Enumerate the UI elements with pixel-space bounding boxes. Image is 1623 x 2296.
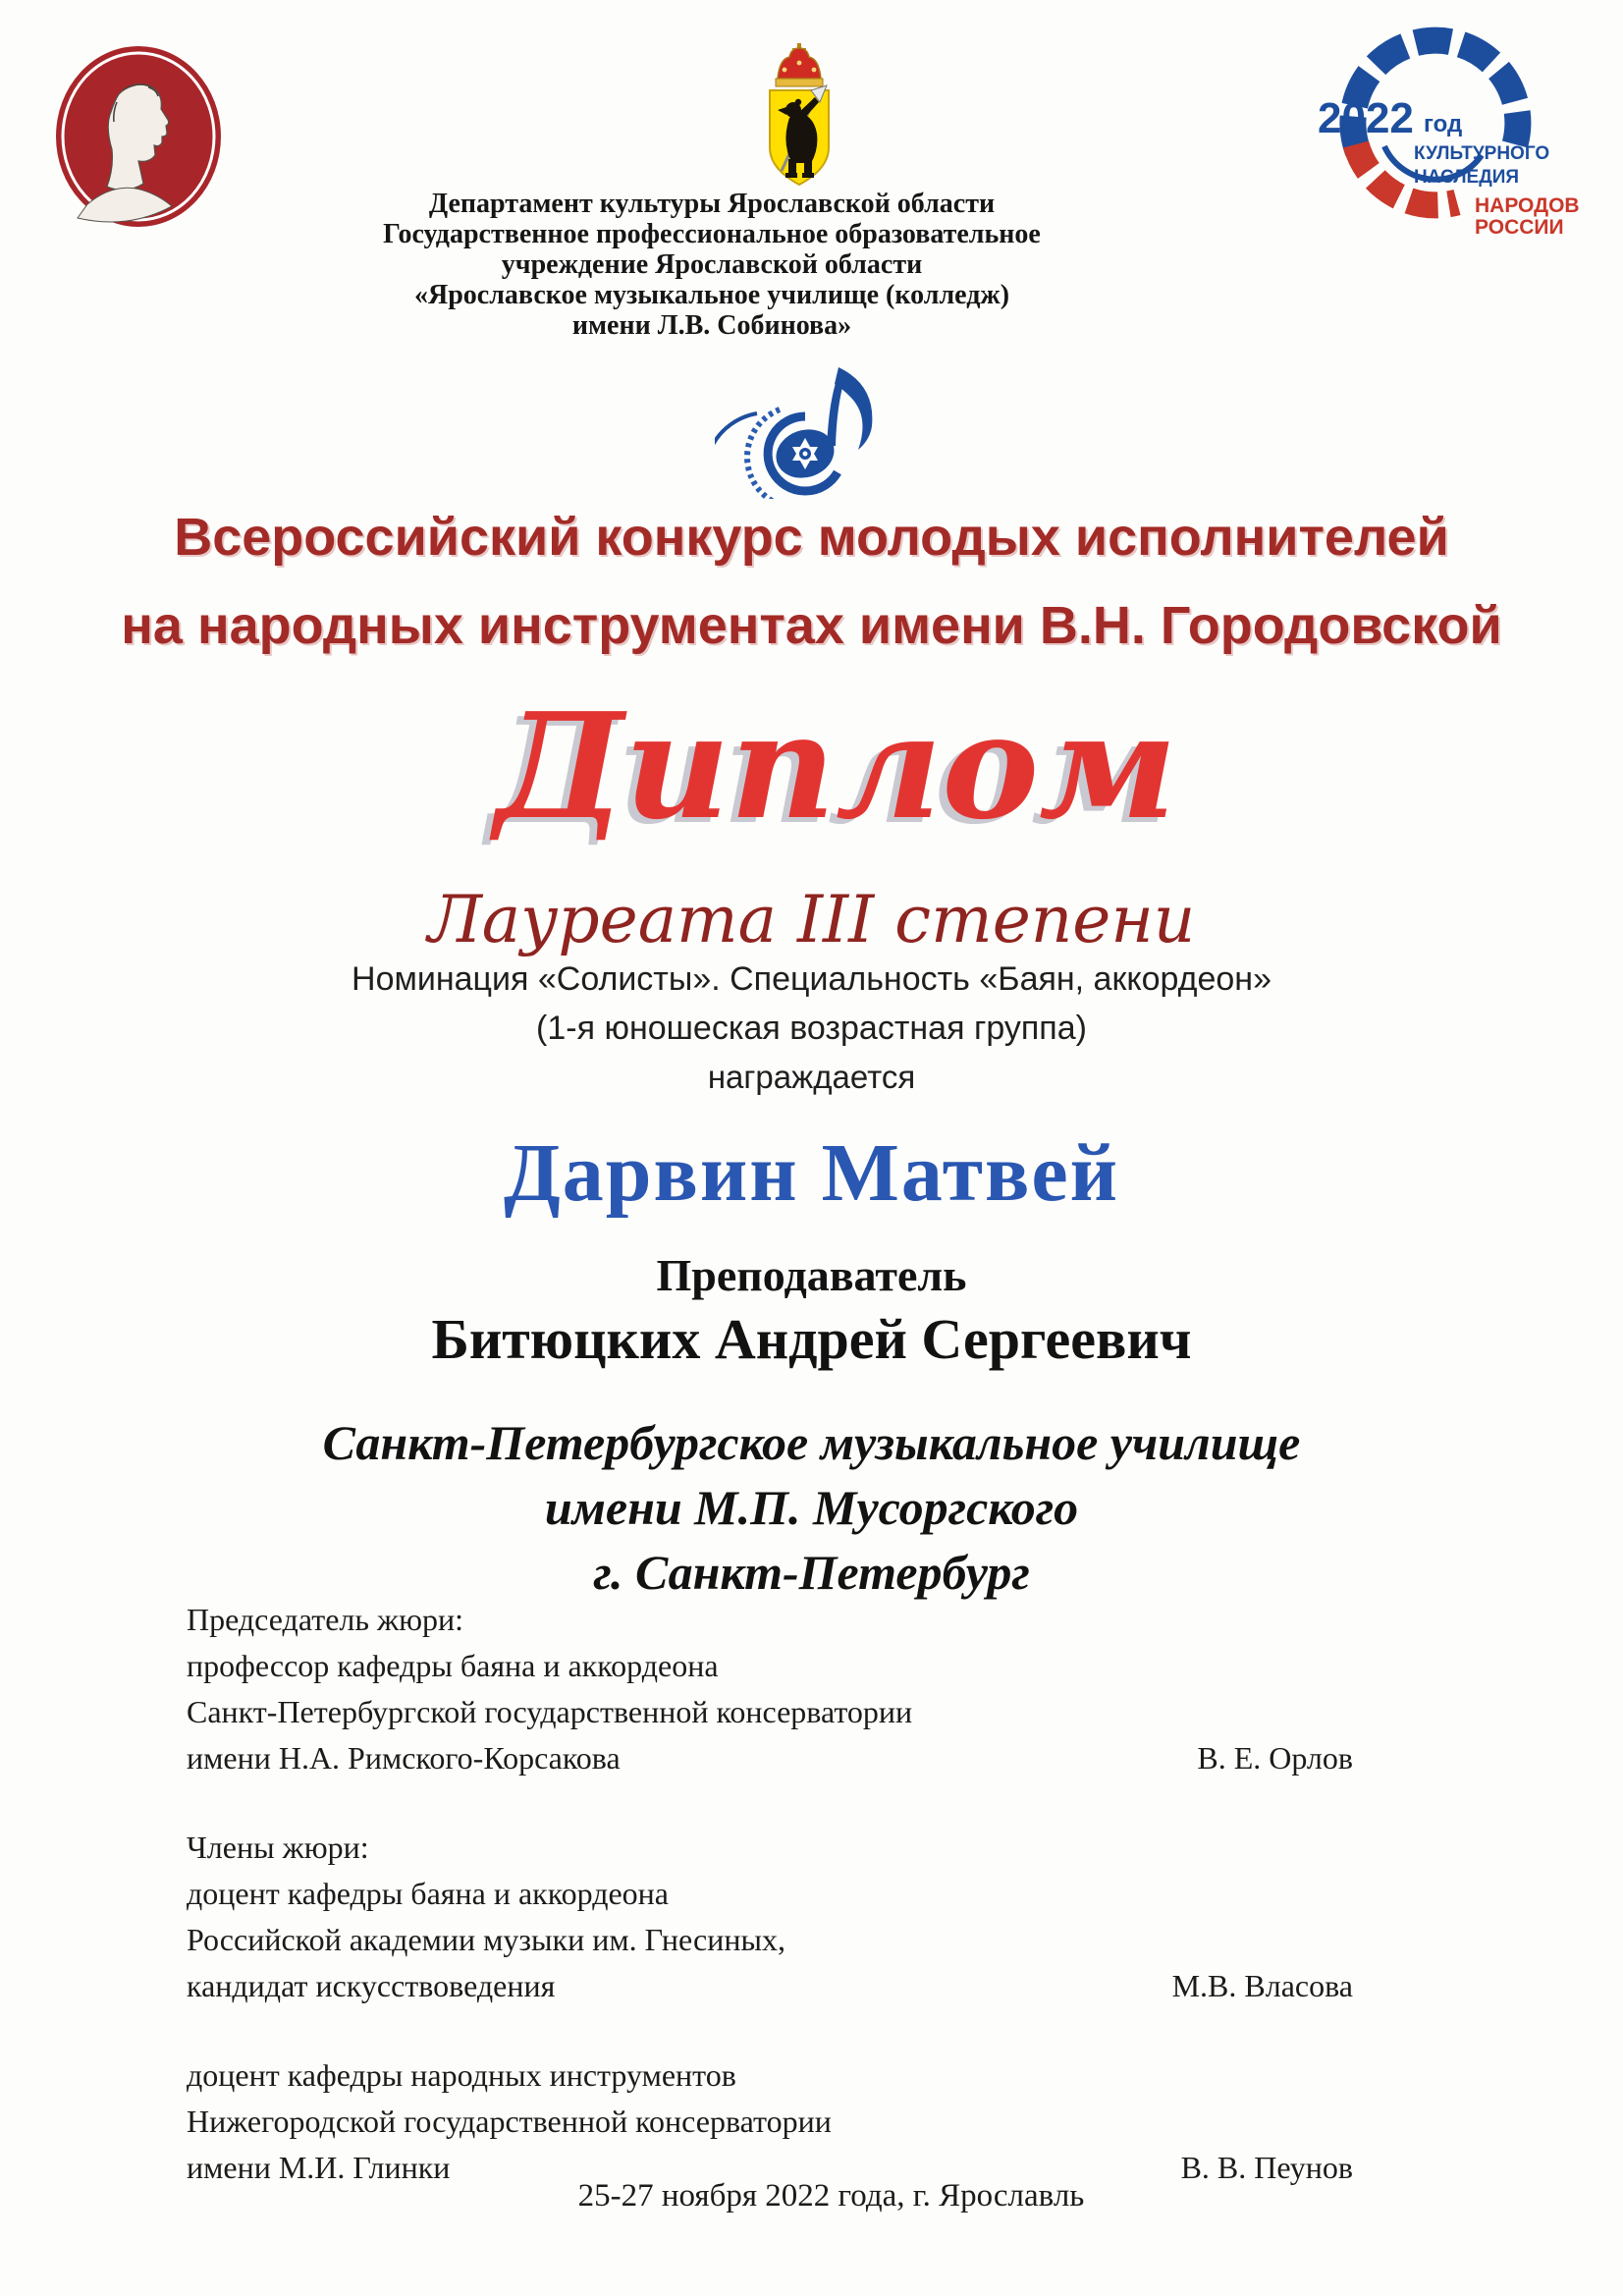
org-line: учреждение Ярославской области	[501, 249, 923, 280]
logo-narodov-text: НАРОДОВ	[1475, 194, 1580, 217]
diploma-degree: Лауреата III степени	[427, 882, 1196, 957]
nomination-block	[0, 955, 1623, 1102]
jury-signature-name: В. В. Пеунов	[1180, 2150, 1353, 2185]
jury-line: доцент кафедры народных инструментов	[187, 2057, 736, 2093]
school-line2: имени М.П. Мусоргского	[544, 1480, 1079, 1535]
jury-line: профессор кафедры баяна и аккордеона	[187, 1648, 719, 1683]
logo-kulturnogo-text: КУЛЬТУРНОГО	[1414, 143, 1550, 164]
organization-header	[172, 189, 1252, 341]
year-2022-cultural-heritage-logo	[1306, 20, 1605, 241]
competition-title-line1: Всероссийский конкурс молодых исполнителей	[174, 508, 1449, 567]
jury-line: имени Н.А. Римского-Корсакова	[187, 1740, 621, 1776]
jury-line: доцент кафедры баяна и аккордеона	[187, 1876, 669, 1911]
laureate-name: Дарвин Матвей	[503, 1127, 1120, 1219]
teacher-label: Преподаватель	[656, 1250, 967, 1300]
org-line: имени Л.В. Собинова»	[571, 310, 852, 341]
jury-section	[187, 1597, 1353, 2234]
org-line: Государственное профессиональное образовательное	[383, 219, 1041, 249]
logo-rossii-text: РОССИИ	[1475, 216, 1564, 239]
logo-naslediya-text: НАСЛЕДИЯ	[1414, 167, 1520, 188]
jury-line: Председатель жюри:	[187, 1602, 463, 1637]
jury-signature-name: М.В. Власова	[1171, 1968, 1353, 2003]
awarded-to-label: награждается	[707, 1059, 916, 1095]
competition-title-line2: на народных инструментах имени В.Н. Городовской	[121, 596, 1502, 655]
jury-member-block	[187, 2052, 1353, 2191]
school-block	[0, 1410, 1623, 1605]
jury-member-block	[187, 1825, 1353, 2009]
jury-chairman-block	[187, 1597, 1353, 1781]
music-note-emblem-icon	[715, 344, 911, 499]
jury-line: кандидат искусствоведения	[187, 1968, 556, 2003]
jury-line: Члены жюри:	[187, 1830, 369, 1865]
diploma-title: Диплом	[495, 681, 1177, 851]
school-line3: г. Санкт-Петербург	[593, 1545, 1030, 1600]
jury-line: Российской академии музыки им. Гнесиных,	[187, 1922, 785, 1957]
org-line: «Ярославское музыкальное училище (колледж)	[413, 280, 1010, 310]
logo-year-text: 2022	[1318, 94, 1414, 142]
school-line1: Санкт-Петербургское музыкальное училище	[322, 1415, 1301, 1470]
logo-god-text: год	[1424, 111, 1463, 137]
nomination-line1: Номинация «Солисты». Специальность «Баян, аккордеон»	[352, 960, 1271, 998]
event-date-place: 25-27 ноября 2022 года, г. Ярославль	[577, 2178, 1085, 2214]
org-line: Департамент культуры Ярославской области	[428, 189, 996, 219]
jury-line: имени М.И. Глинки	[187, 2150, 451, 2185]
nomination-line2: (1-я юношеская возрастная группа)	[536, 1010, 1087, 1047]
jury-line: Нижегородской государственной консерватории	[187, 2104, 832, 2139]
teacher-name: Битюцких Андрей Сергеевич	[431, 1307, 1192, 1371]
yaroslavl-coat-of-arms-icon	[758, 41, 840, 191]
jury-signature-name: В. Е. Орлов	[1197, 1740, 1353, 1776]
jury-line: Санкт-Петербургской государственной консерватории	[187, 1694, 913, 1729]
